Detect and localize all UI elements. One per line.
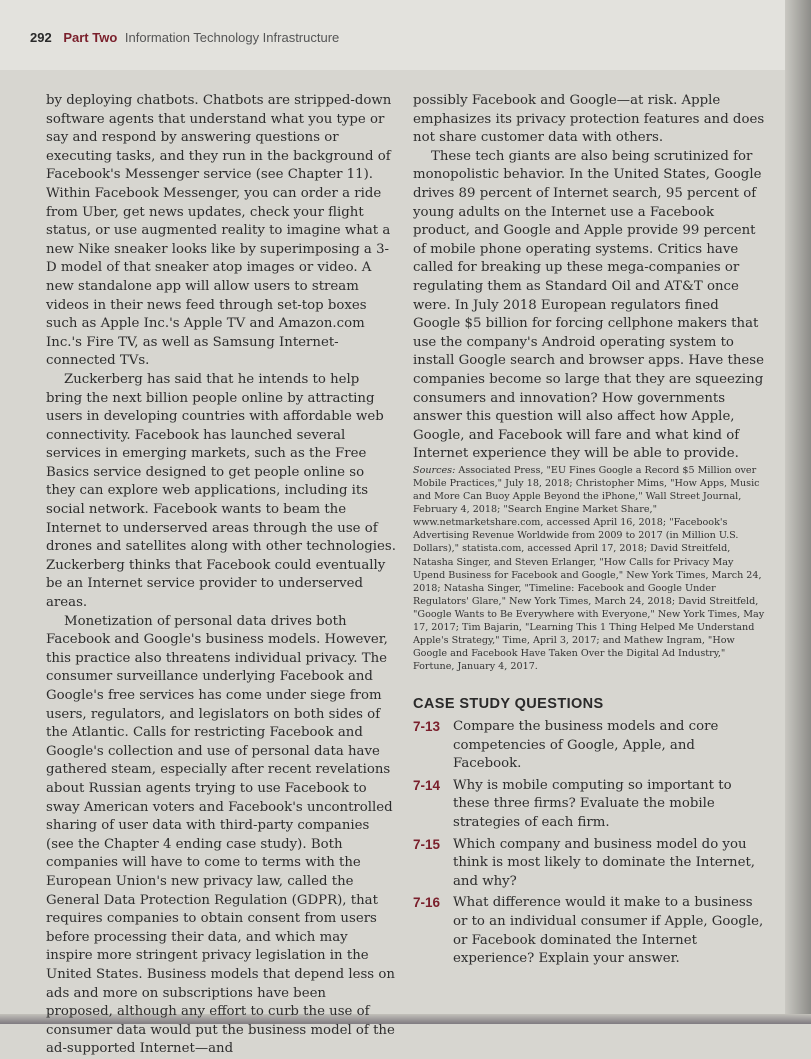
body-paragraph: Monetization of personal data drives both Facebook and Google's business models. However, this practice also threatens individual privacy. The consumer surveillance underlying Facebook and Google's free services has come under siege from users, regulators, and legislators on both sides of the Atlantic. Calls for restricting Facebook and Google's collection and use of personal data have gathered steam, especially after recent revelations about Russian agents trying to use Facebook to sway American voters and Facebook's uncontrolled sharing of user data with third-party companies (see the Chapter 4 ending case study). Both companies will have to come to terms with the European Union's new privacy law, called the General Data Protection Regulation (GDPR), that requires companies to obtain consent from users before processing their data, and which may inspire more stringent privacy legislation in the United States. Business models that depend less on ads and more on subscriptions have been proposed, although any effort to curb the use of consumer data would put the business model of the ad-supported Internet—and: [46, 613, 395, 1057]
question-text: What difference would it make to a business or to an individual consumer if Apple, Google, or Facebook dominated the Internet experience? Explain your answer.: [453, 895, 764, 967]
body-paragraph: by deploying chatbots. Chatbots are stripped-down software agents that understand what you type or say and respond by answering questions or executing tasks, and they run in the background of Facebook's Messenger service (see Chapter 11). Within Facebook Messenger, you can order a ride from Uber, get news updates, check your flight status, or use augmented reality to imagine what a new Nike sneaker looks like by superimposing a 3-D model of that sneaker atop images or video. A new standalone app will allow users to stream videos in their news feed through set-top boxes such as Apple Inc.'s Apple TV and Amazon.com Inc.'s Fire TV, as well as Samsung Internet-connected TVs.: [46, 93, 392, 369]
body-paragraph: These tech giants are also being scrutinized for monopolistic behavior. In the United States, Google drives 89 percent of Internet search, 95 percent of young adults on the Internet use a Facebook product, and Google and Apple provide 99 percent of mobile phone operating systems. Critics have called for breaking up these mega-companies or regulating them as Standard Oil and AT&T once were. In July 2018 European regulators fined Google $5 billion for forcing cellphone makers that use the company's Android operating system to install Google search and browser apps. Have these companies become so large that they are squeezing consumers and innovation? How governments answer this question will also affect how Apple, Google, and Facebook will fare and what kind of Internet experience they will be able to provide.: [413, 148, 764, 462]
section-title: Information Technology Infrastructure: [124, 30, 340, 45]
question-number: 7-13: [413, 718, 441, 734]
left-column: [46, 92, 396, 1059]
question-text: Which company and business model do you think is most likely to dominate the Internet, and why?: [453, 836, 756, 889]
right-column: [413, 92, 765, 972]
question-number: 7-14: [413, 777, 441, 793]
sources-label: Sources:: [413, 464, 456, 476]
question-text: Why is mobile computing so important to these three firms? Evaluate the mobile strategies of each firm.: [453, 777, 732, 830]
body-paragraph: possibly Facebook and Google—at risk. Apple emphasizes its privacy protection features and does not share customer data with others.: [413, 93, 765, 146]
question-item: [413, 777, 765, 833]
part-label: Part Two: [63, 30, 118, 45]
question-number: 7-15: [413, 836, 441, 852]
question-item: [413, 718, 765, 774]
question-item: [413, 894, 765, 968]
sources-note: [413, 464, 765, 674]
body-paragraph: Zuckerberg has said that he intends to help bring the next billion people online by attracting users in developing countries with affordable web connectivity. Facebook has launched several services in emerging markets, such as the Free Basics service designed to get people online so they can explore web applications, including its social network. Facebook wants to beam the Internet to underserved areas through the use of drones and satellites along with other technologies. Zuckerberg thinks that Facebook could eventually be an Internet service provider to underserved areas.: [46, 371, 396, 611]
question-item: [413, 836, 765, 892]
sources-text: Associated Press, "EU Fines Google a Record $5 Million over Mobile Practices," July 18, 2018; Christopher Mims, "How Apps, Music and More Can Buoy Apple Beyond the iPhone," Wall Street Journal, February 4, 2018; "Search Engine Market Share," www.netmarketshare.com, accessed April 16, 2018; "Facebook's Advertising Revenue Worldwide from 2009 to 2017 (in Million U.S. Dollars)," statista.com, accessed April 17, 2018; David Streitfeld, Natasha Singer, and Steven Erlanger, "How Calls for Privacy May Upend Business for Facebook and Google," New York Times, March 24, 2018; Natasha Singer, "Timeline: Facebook and Google Under Regulators' Glare," New York Times, March 24, 2018; David Streitfeld, "Google Wants to Be Everywhere with Everyone," New York Times, May 17, 2017; Tim Bajarin, "Learning This 1 Thing Helped Me Understand Apple's Strategy," Time, April 3, 2017; and Mathew Ingram, "How Google and Facebook Have Taken Over the Digital Ad Industry," Fortune, January 4, 2017.: [413, 464, 765, 673]
running-header: [30, 30, 339, 45]
page-number: 292: [30, 30, 52, 45]
page-edge-shadow: [785, 0, 811, 1024]
case-study-heading: CASE STUDY QUESTIONS: [413, 696, 604, 713]
question-text: Compare the business models and core competencies of Google, Apple, and Facebook.: [453, 718, 719, 772]
question-number: 7-16: [413, 895, 441, 911]
